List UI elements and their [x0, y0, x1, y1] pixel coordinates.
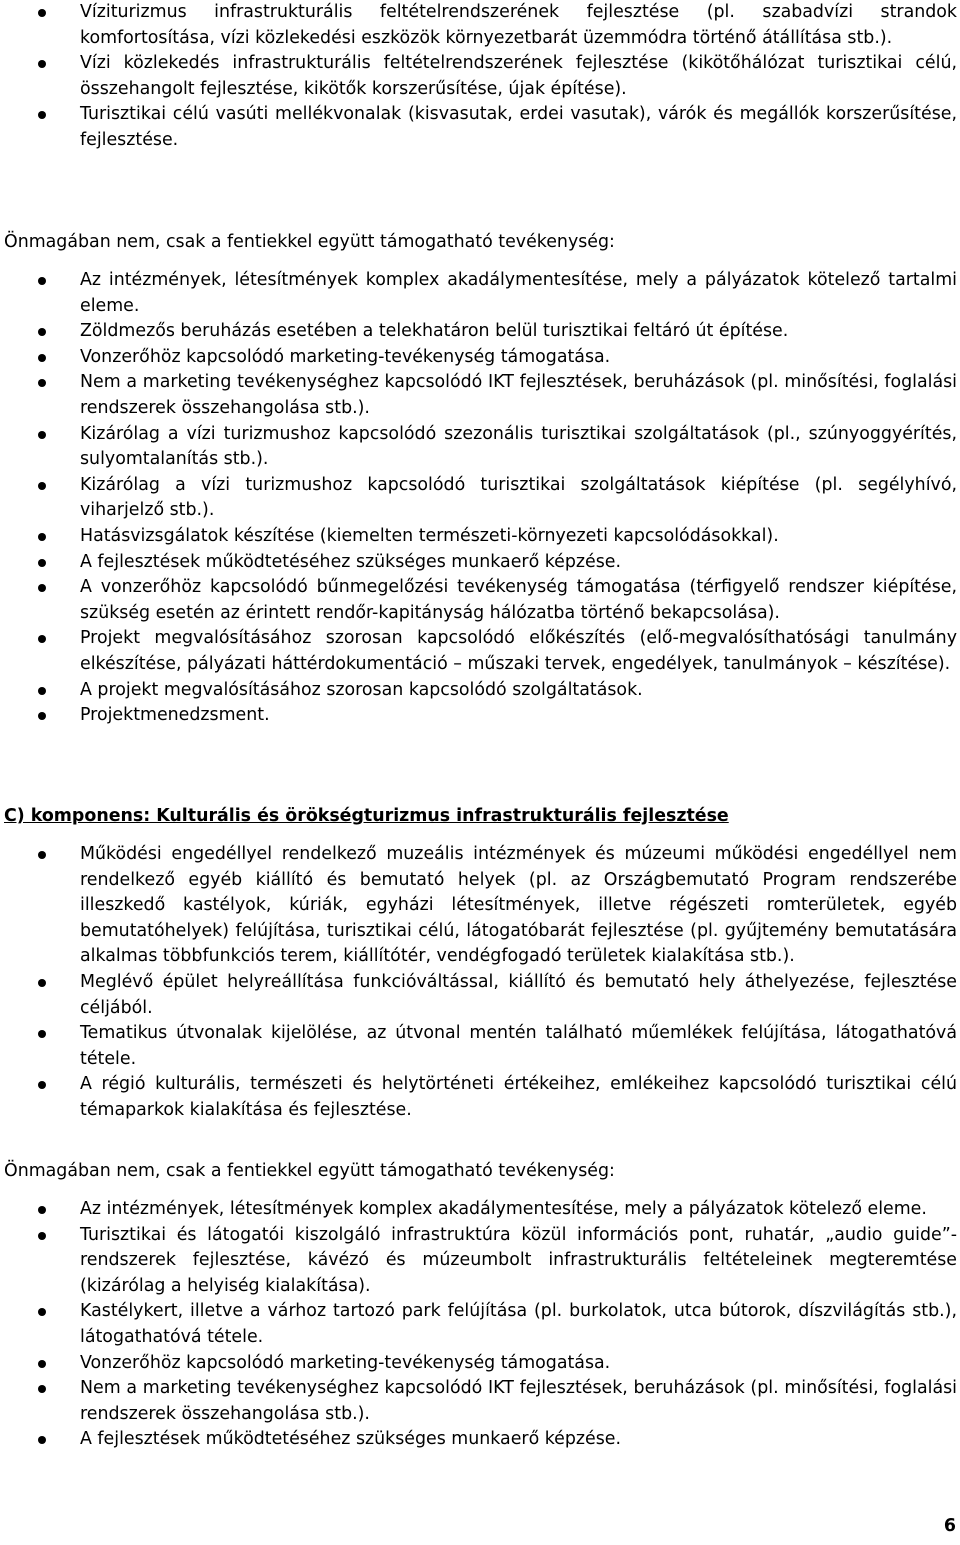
list-item: Zöldmezős beruházás esetében a telekhatáron belül turisztikai feltáró út építése. [80, 319, 957, 345]
bullet-icon [38, 277, 46, 285]
list-item: A vonzerőhöz kapcsolódó bűnmegelőzési tevékenység támogatása (térfigyelő rendszer kiépítése, szükség esetén az érintett rendőr-kapitányság hálózatba történő bekapcsolása). [80, 575, 957, 626]
list-item: Nem a marketing tevékenységhez kapcsolódó IKT fejlesztések, beruházások (pl. minősítési, foglalási rendszerek összehangolása stb.). [80, 370, 957, 421]
list-item: Turisztikai és látogatói kiszolgáló infrastruktúra közül információs pont, ruhatár, „audio guide”-rendszerek fejlesztése, kávézó és múzeumbolt infrastrukturális feltételeinek megteremtése (kizárólag a helyiség kialakítása). [80, 1223, 957, 1300]
bullet-icon [38, 584, 46, 592]
bullet-icon [38, 1232, 46, 1240]
list-item: Kizárólag a vízi turizmushoz kapcsolódó szezonális turisztikai szolgáltatások (pl., szúnyoggyérítés, sulyomtalanítás stb.). [80, 422, 957, 473]
bullet-icon [38, 111, 46, 119]
list-item: Meglévő épület helyreállítása funkcióváltással, kiállító és bemutató hely áthelyezése, fejlesztése céljából. [80, 970, 957, 1021]
bullet-icon [38, 1206, 46, 1214]
bullet-icon [38, 851, 46, 859]
bullet-icon [38, 559, 46, 567]
list-item: Víziturizmus infrastrukturális feltételrendszerének fejlesztése (pl. szabadvízi strandok komfortosítása, vízi közlekedési eszközök környezetbarát üzemmódra történő átállítása stb.). [80, 0, 957, 51]
bullet-icon [38, 431, 46, 439]
bullet-icon [38, 1360, 46, 1368]
list-item: Vízi közlekedés infrastrukturális feltételrendszerének fejlesztése (kikötőhálózat turisztikai célú, összehangolt fejlesztése, kikötők korszerűsítése, újak építése). [80, 51, 957, 102]
list-item: Kizárólag a vízi turizmushoz kapcsolódó turisztikai szolgáltatások kiépítése (pl. segélyhívó, viharjelző stb.). [80, 473, 957, 524]
cultural-tourism-activities-list [80, 842, 957, 1124]
bullet-icon [38, 1081, 46, 1089]
list-item: Projektmenedzsment. [80, 703, 957, 729]
list-item: Az intézmények, létesítmények komplex akadálymentesítése, mely a pályázatok kötelező tartalmi eleme. [80, 268, 957, 319]
supplementary-activities-heading-c: Önmagában nem, csak a fentiekkel együtt támogatható tevékenység: [4, 1161, 615, 1181]
list-item: A régió kulturális, természeti és helytörténeti értékeihez, emlékeihez kapcsolódó turisztikai célú témaparkok kialakítása és fejlesztése. [80, 1072, 957, 1123]
supplementary-activities-list-c [80, 1197, 957, 1453]
bullet-icon [38, 9, 46, 17]
bullet-icon [38, 979, 46, 987]
list-item: Vonzerőhöz kapcsolódó marketing-tevékenység támogatása. [80, 345, 957, 371]
bullet-icon [38, 482, 46, 490]
bullet-icon [38, 1385, 46, 1393]
list-item: Tematikus útvonalak kijelölése, az útvonal mentén található műemlékek felújítása, látogathatóvá tétele. [80, 1021, 957, 1072]
bullet-icon [38, 1436, 46, 1444]
list-item: Hatásvizsgálatok készítése (kiemelten természeti-környezeti kapcsolódásokkal). [80, 524, 957, 550]
list-item: A fejlesztések működtetéséhez szükséges munkaerő képzése. [80, 1427, 957, 1453]
page-number: 6 [943, 1516, 956, 1536]
bullet-icon [38, 1030, 46, 1038]
list-item: A fejlesztések működtetéséhez szükséges munkaerő képzése. [80, 550, 957, 576]
supplementary-activities-heading: Önmagában nem, csak a fentiekkel együtt támogatható tevékenység: [4, 232, 615, 252]
water-tourism-activities-list [80, 0, 957, 154]
list-item: Nem a marketing tevékenységhez kapcsolódó IKT fejlesztések, beruházások (pl. minősítési, foglalási rendszerek összehangolása stb.). [80, 1376, 957, 1427]
bullet-icon [38, 354, 46, 362]
bullet-icon [38, 635, 46, 643]
list-item: A projekt megvalósításához szorosan kapcsolódó szolgáltatások. [80, 678, 957, 704]
bullet-icon [38, 1308, 46, 1316]
supplementary-activities-list [80, 268, 957, 729]
list-item: Projekt megvalósításához szorosan kapcsolódó előkészítés (elő-megvalósíthatósági tanulmány elkészítése, pályázati háttérdokumentáció – műszaki tervek, engedélyek, tanulmányok – készítése). [80, 626, 957, 677]
bullet-icon [38, 328, 46, 336]
list-item: Turisztikai célú vasúti mellékvonalak (kisvasutak, erdei vasutak), várók és megállók korszerűsítése, fejlesztése. [80, 102, 957, 153]
bullet-icon [38, 712, 46, 720]
list-item: Működési engedéllyel rendelkező muzeális intézmények és múzeumi működési engedéllyel nem rendelkező egyéb kiállító és bemutató helyek (pl. az Országbemutató Program rendszerébe illeszkedő kastélyok, kúriák, egyházi létesítmények, illetve régészeti romterületek, egyéb bemutatóhelyek) felújítása, turisztikai célú, látogatóbarát fejlesztése (pl. gyűjtemény bemutatására alkalmas többfunkciós terem, kiállítótér, vendégfogadó területek kialakítása stb.). [80, 842, 957, 970]
bullet-icon [38, 379, 46, 387]
list-item: Kastélykert, illetve a várhoz tartozó park felújítása (pl. burkolatok, utca bútorok, díszvilágítás stb.), látogathatóvá tétele. [80, 1299, 957, 1350]
bullet-icon [38, 60, 46, 68]
list-item: Vonzerőhöz kapcsolódó marketing-tevékenység támogatása. [80, 1351, 957, 1377]
list-item: Az intézmények, létesítmények komplex akadálymentesítése, mely a pályázatok kötelező eleme. [80, 1197, 957, 1223]
bullet-icon [38, 687, 46, 695]
component-c-title: C) komponens: Kulturális és örökségturizmus infrastrukturális fejlesztése [4, 806, 729, 826]
bullet-icon [38, 533, 46, 541]
